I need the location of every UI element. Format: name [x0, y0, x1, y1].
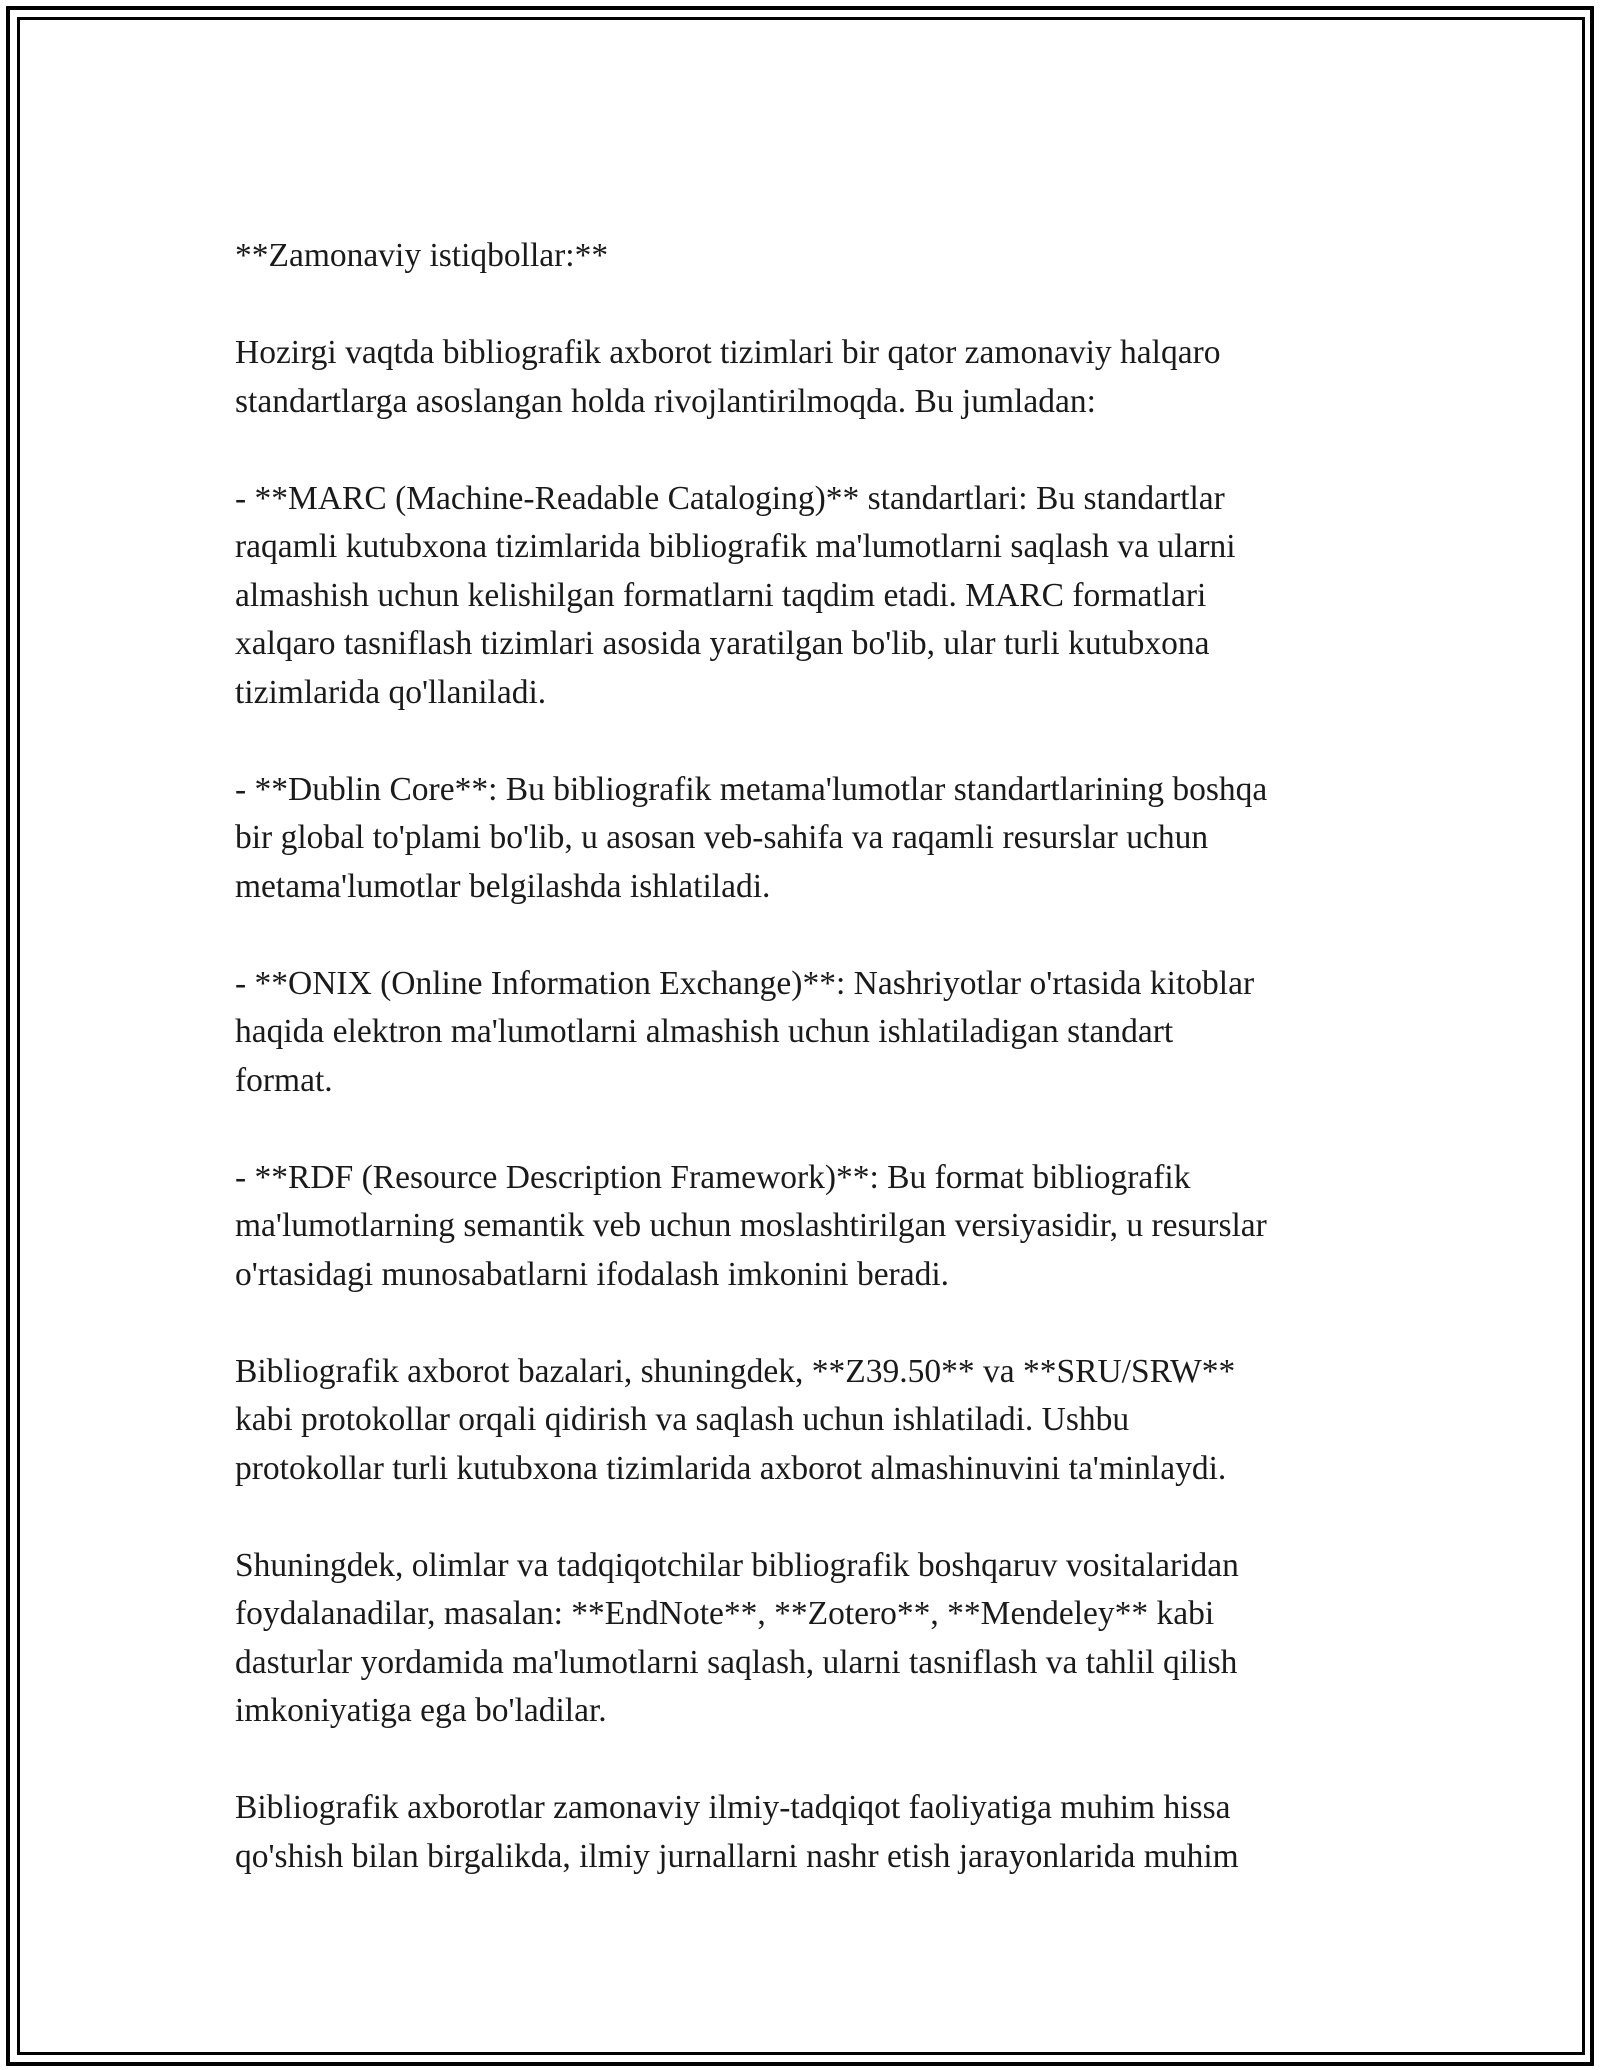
text-line: standartlarga asoslangan holda rivojlantirilmoqda. Bu jumladan: — [235, 382, 1096, 420]
paragraph-protocols — [235, 1348, 1385, 1494]
text-line: almashish uchun kelishilgan formatlarni taqdim etadi. MARC formatlari — [235, 576, 1207, 614]
text-line: Hozirgi vaqtda bibliografik axborot tizimlari bir qator zamonaviy halqaro — [235, 334, 1221, 371]
list-item-onix — [235, 960, 1385, 1106]
text-line: Bibliografik axborot bazalari, shuningdek, **Z39.50** va **SRU/SRW** — [235, 1352, 1236, 1390]
text-line: dasturlar yordamida ma'lumotlarni saqlash, ularni tasniflash va tahlil qilish — [235, 1643, 1238, 1681]
text-line: - **MARC (Machine-Readable Cataloging)** standartlari: Bu standartlar — [235, 479, 1225, 517]
text-line: - **RDF (Resource Description Framework)**: Bu format bibliografik — [235, 1158, 1191, 1196]
text-line: metama'lumotlar belgilashda ishlatiladi. — [235, 867, 771, 905]
list-item-marc — [235, 475, 1385, 718]
text-line: raqamli kutubxona tizimlarida bibliografik ma'lumotlarni saqlash va ularni — [235, 528, 1236, 565]
text-line: - **ONIX (Online Information Exchange)**: Nashriyotlar o'rtasida kitoblar — [235, 964, 1255, 1002]
text-line: Shuningdek, olimlar va tadqiqotchilar bibliografik boshqaruv vositalaridan — [235, 1546, 1239, 1584]
text-line: haqida elektron ma'lumotlarni almashish uchun ishlatiladigan standart — [235, 1013, 1174, 1050]
text-line: - **Dublin Core**: Bu bibliografik metama'lumotlar standartlarining boshqa — [235, 770, 1268, 808]
text-line: format. — [235, 1061, 333, 1099]
text-line: imkoniyatiga ega bo'ladilar. — [235, 1692, 607, 1729]
text-line: kabi protokollar orqali qidirish va saqlash uchun ishlatiladi. Ushbu — [235, 1401, 1130, 1438]
text-line: bir global to'plami bo'lib, u asosan veb-sahifa va raqamli resurslar uchun — [235, 819, 1209, 856]
list-item-dublin-core — [235, 766, 1385, 912]
paragraph-intro — [235, 329, 1385, 426]
text-line: xalqaro tasniflash tizimlari asosida yaratilgan bo'lib, ular turli kutubxona — [235, 625, 1210, 662]
list-item-rdf — [235, 1154, 1385, 1300]
text-line: qo'shish bilan birgalikda, ilmiy jurnallarni nashr etish jarayonlarida muhim — [235, 1837, 1239, 1875]
text-line: ma'lumotlarning semantik veb uchun moslashtirilgan versiyasidir, u resurslar — [235, 1207, 1267, 1244]
text-line: foydalanadilar, masalan: **EndNote**, **Zotero**, **Mendeley** kabi — [235, 1595, 1215, 1632]
section-heading — [235, 232, 1385, 281]
document-body — [235, 232, 1385, 1881]
paragraph-closing — [235, 1784, 1385, 1881]
text-line: Bibliografik axborotlar zamonaviy ilmiy-tadqiqot faoliyatiga muhim hissa — [235, 1789, 1231, 1826]
text-line: tizimlarida qo'llaniladi. — [235, 673, 547, 711]
paragraph-tools — [235, 1542, 1385, 1736]
text-line: o'rtasidagi munosabatlarni ifodalash imkonini beradi. — [235, 1255, 950, 1293]
heading-text: **Zamonaviy istiqbollar:** — [235, 237, 609, 274]
text-line: protokollar turli kutubxona tizimlarida axborot almashinuvini ta'minlaydi. — [235, 1449, 1227, 1487]
